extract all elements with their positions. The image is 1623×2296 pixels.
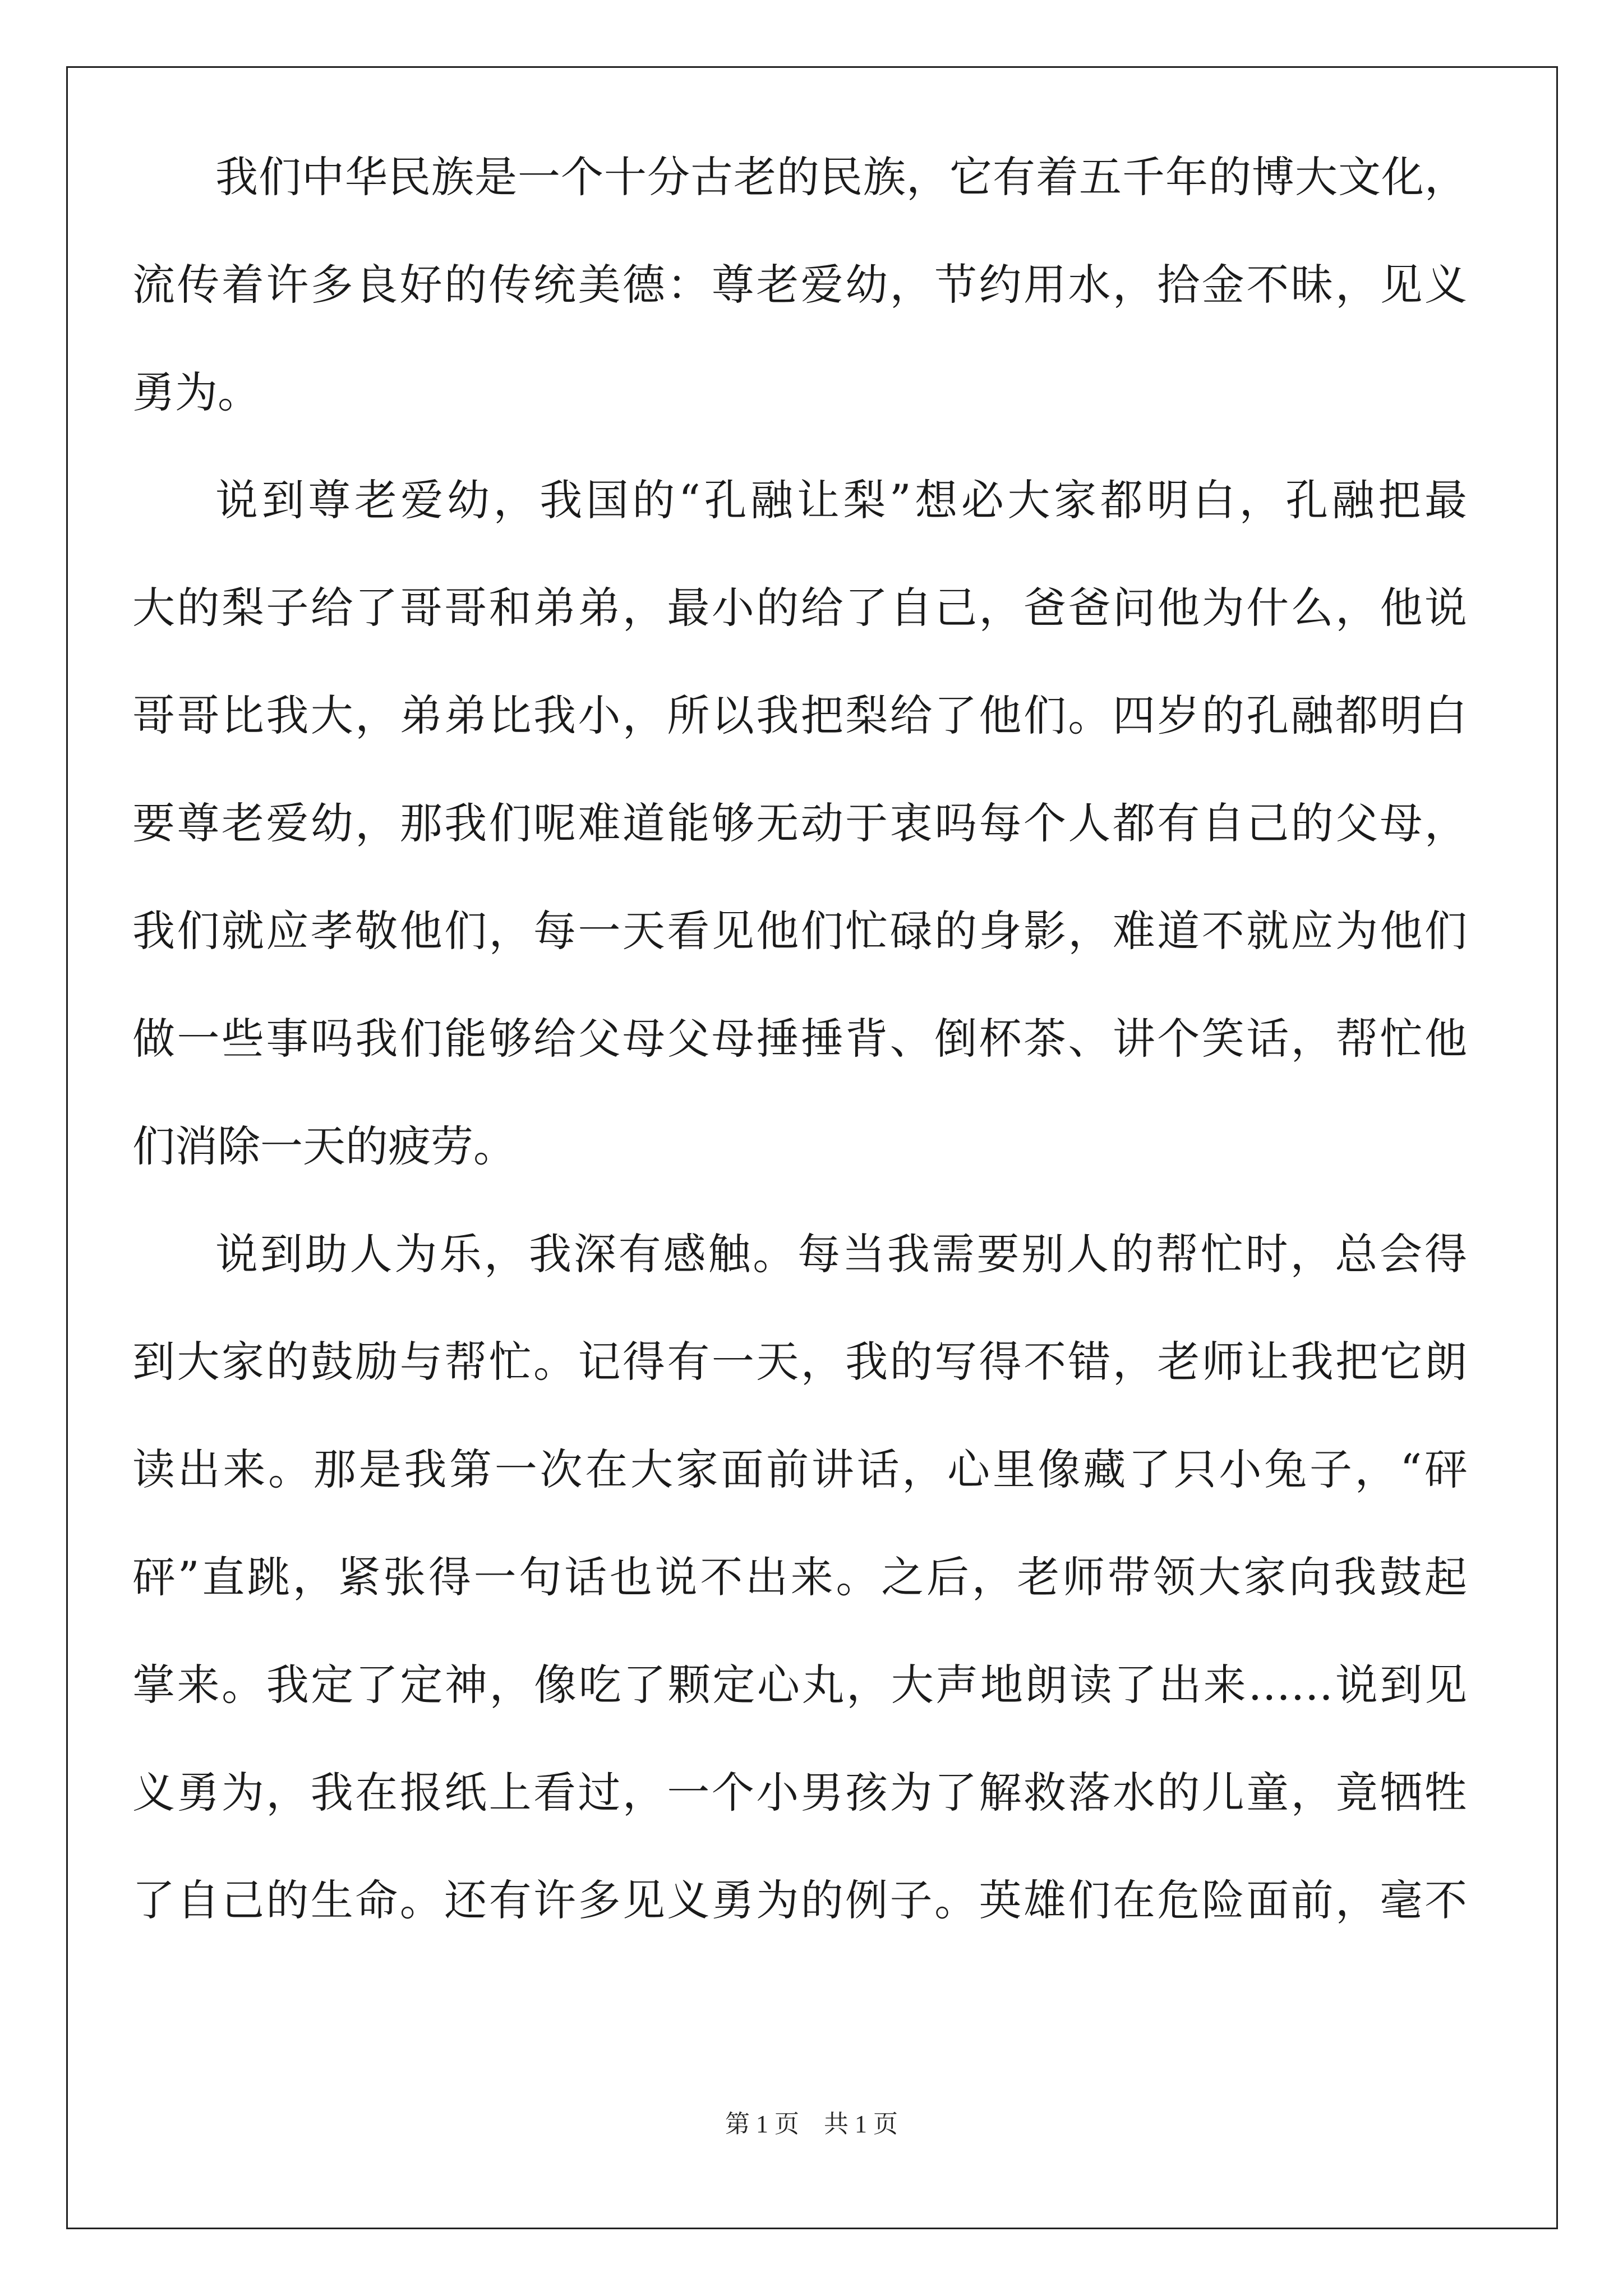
text-line: 掌来。我定了定神，像吃了颗定心丸，大声地朗读了出来……说到见 — [132, 1660, 1467, 1710]
text-line: 做一些事吗我们能够给父母父母捶捶背、倒杯茶、讲个笑话，帮忙他 — [132, 1014, 1467, 1064]
text-line: 流传着许多良好的传统美德：尊老爱幼，节约用水，拾金不昧，见义 — [132, 260, 1467, 310]
text-line: 到大家的鼓励与帮忙。记得有一天，我的写得不错，老师让我把它朗 — [132, 1337, 1467, 1387]
text-line: 说到助人为乐，我深有感触。每当我需要别人的帮忙时，总会得 — [215, 1229, 1467, 1279]
text-line: 我们就应孝敬他们，每一天看见他们忙碌的身影，难道不就应为他们 — [132, 906, 1467, 956]
text-line: 们消除一天的疲劳。 — [132, 1121, 516, 1171]
text-line: 哥哥比我大，弟弟比我小，所以我把梨给了他们。四岁的孔融都明白 — [132, 691, 1467, 740]
text-line: 义勇为，我在报纸上看过，一个小男孩为了解救落水的儿童，竟牺牲 — [132, 1768, 1467, 1818]
page-number-footer: 第 1 页 共 1 页 — [725, 2110, 898, 2138]
text-line: 大的梨子给了哥哥和弟弟，最小的给了自己，爸爸问他为什么，他说 — [132, 583, 1467, 633]
document-body — [132, 123, 1467, 2115]
text-line: 读出来。那是我第一次在大家面前讲话，心里像藏了只小兔子，“砰 — [132, 1444, 1467, 1494]
text-line: 我们中华民族是一个十分古老的民族，它有着五千年的博大文化， — [215, 152, 1467, 202]
text-line: 要尊老爱幼，那我们呢难道能够无动于衷吗每个人都有自己的父母， — [132, 798, 1467, 848]
text-line: 说到尊老爱幼，我国的“孔融让梨”想必大家都明白，孔融把最 — [215, 475, 1467, 525]
text-line: 勇为。 — [132, 367, 260, 417]
text-line: 了自己的生命。还有许多见义勇为的例子。英雄们在危险面前，毫不 — [132, 1875, 1467, 1925]
text-line: 砰”直跳，紧张得一句话也说不出来。之后，老师带领大家向我鼓起 — [132, 1552, 1467, 1602]
